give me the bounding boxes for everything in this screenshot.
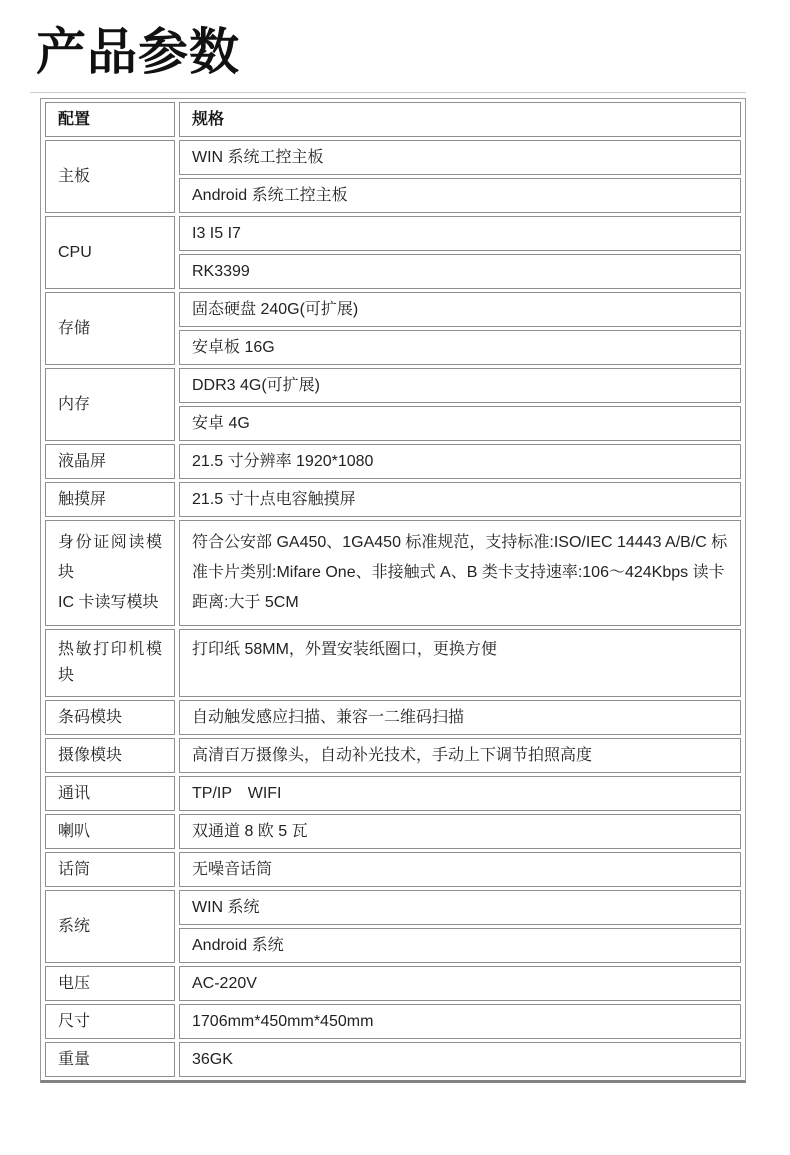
spec-label: 摄像模块 xyxy=(45,738,175,773)
table-row-weight xyxy=(45,1042,741,1077)
table-row-communication xyxy=(45,776,741,811)
spec-label: 主板 xyxy=(45,140,175,213)
table-row-storage xyxy=(45,292,741,327)
table-header-row xyxy=(45,102,741,137)
spec-label: 液晶屏 xyxy=(45,444,175,479)
spec-value: 安卓 4G xyxy=(179,406,741,441)
spec-label: CPU xyxy=(45,216,175,289)
spec-label: 内存 xyxy=(45,368,175,441)
spec-label xyxy=(45,520,175,626)
spec-value: RK3399 xyxy=(179,254,741,289)
table-row-camera-module xyxy=(45,738,741,773)
spec-label: 热敏打印机模块 xyxy=(45,629,175,697)
spec-value: AC-220V xyxy=(179,966,741,1001)
column-header-spec: 规格 xyxy=(179,102,741,137)
table-row-printer-module xyxy=(45,629,741,697)
spec-label: 通讯 xyxy=(45,776,175,811)
spec-label: 重量 xyxy=(45,1042,175,1077)
spec-label: 喇叭 xyxy=(45,814,175,849)
table-row-speaker xyxy=(45,814,741,849)
spec-value: Android 系统 xyxy=(179,928,741,963)
spec-label: 话筒 xyxy=(45,852,175,887)
spec-value: 21.5 寸十点电容触摸屏 xyxy=(179,482,741,517)
table-row-mainboard xyxy=(45,140,741,175)
page-title: 产品参数 xyxy=(36,22,240,81)
spec-value: 安卓板 16G xyxy=(179,330,741,365)
spec-label-line: IC 卡读写模块 xyxy=(58,594,159,611)
spec-value: 36GK xyxy=(179,1042,741,1077)
spec-value: WIN 系统 xyxy=(179,890,741,925)
spec-value: 21.5 寸分辨率 1920*1080 xyxy=(179,444,741,479)
table-row-lcd xyxy=(45,444,741,479)
spec-value: 打印纸 58MM，外置安装纸圈口，更换方便 xyxy=(179,629,741,697)
title-divider xyxy=(30,92,746,93)
table-row-idcard-module xyxy=(45,520,741,626)
table-row-dimensions xyxy=(45,1004,741,1039)
table-row-cpu xyxy=(45,216,741,251)
spec-label: 存储 xyxy=(45,292,175,365)
spec-label-line: 身份证阅读模块 xyxy=(58,534,162,581)
spec-value: 符合公安部 GA450、1GA450 标准规范，支持标准:ISO/IEC 14443 A/B/C 标准卡片类别:Mifare One、非接触式 A、B 类卡支持速率:106～424Kbps 读卡距离:大于 5CM xyxy=(179,520,741,626)
column-header-config: 配置 xyxy=(45,102,175,137)
spec-value: 无噪音话筒 xyxy=(179,852,741,887)
spec-label: 电压 xyxy=(45,966,175,1001)
spec-value: 双通道 8 欧 5 瓦 xyxy=(179,814,741,849)
spec-value: 固态硬盘 240G(可扩展) xyxy=(179,292,741,327)
spec-value: I3 I5 I7 xyxy=(179,216,741,251)
spec-value: DDR3 4G(可扩展) xyxy=(179,368,741,403)
spec-value: TP/IP WIFI xyxy=(179,776,741,811)
spec-value: 1706mm*450mm*450mm xyxy=(179,1004,741,1039)
table-row-voltage xyxy=(45,966,741,1001)
spec-label: 尺寸 xyxy=(45,1004,175,1039)
table-row-touchscreen xyxy=(45,482,741,517)
table-row-memory xyxy=(45,368,741,403)
spec-value: 高清百万摄像头，自动补光技术，手动上下调节拍照高度 xyxy=(179,738,741,773)
table-row-barcode-module xyxy=(45,700,741,735)
spec-value: 自动触发感应扫描、兼容一二维码扫描 xyxy=(179,700,741,735)
spec-label: 触摸屏 xyxy=(45,482,175,517)
table-row-system xyxy=(45,890,741,925)
table-row-microphone xyxy=(45,852,741,887)
spec-label: 条码模块 xyxy=(45,700,175,735)
spec-label: 系统 xyxy=(45,890,175,963)
spec-value: Android 系统工控主板 xyxy=(179,178,741,213)
spec-value: WIN 系统工控主板 xyxy=(179,140,741,175)
spec-table xyxy=(40,98,746,1083)
